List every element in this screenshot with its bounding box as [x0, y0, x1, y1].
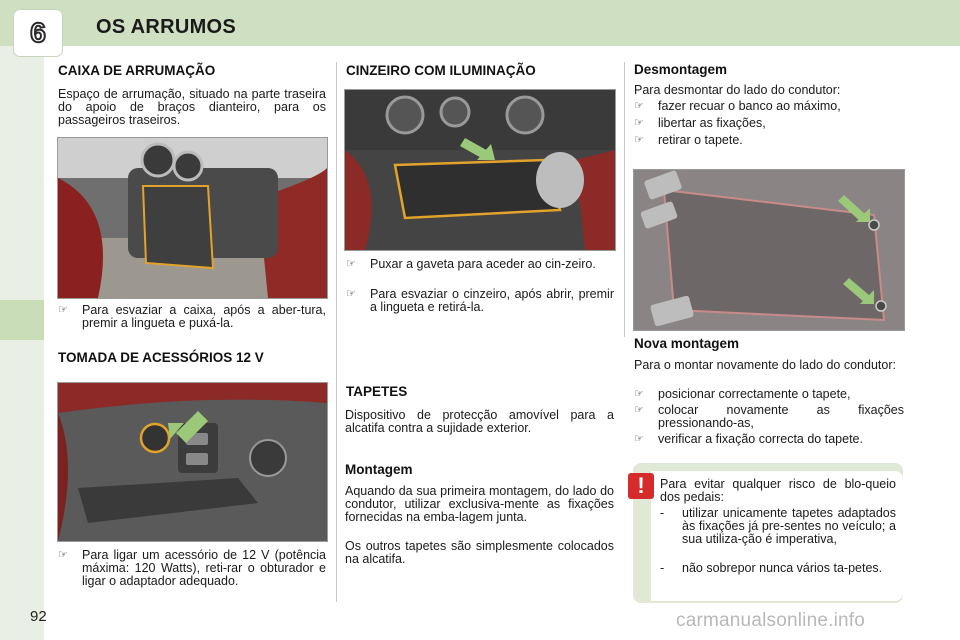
bullet-text: libertar as fixações, — [658, 116, 766, 130]
storage-box-bullet — [58, 304, 326, 330]
warning-item-2 — [660, 562, 896, 575]
removal-intro: Para desmontar do lado do condutor: — [634, 83, 841, 97]
refitting-intro: Para o montar novamente do lado do condutor: — [634, 358, 896, 372]
bullet-text: verificar a fixação correcta do tapete. — [658, 432, 863, 446]
page-number: 92 — [30, 608, 47, 625]
bullet-text: Para esvaziar o cinzeiro, após abrir, premir a lingueta e retirá-la. — [370, 287, 614, 314]
warning-intro: Para evitar qualquer risco de blo-queio dos pedais: — [660, 477, 896, 504]
section-title-storage-box: CAIXA DE ARRUMAÇÃO — [58, 63, 216, 78]
pointing-hand-icon: ☞ — [346, 258, 356, 270]
column-divider-2 — [624, 62, 625, 337]
storage-box-photo — [57, 137, 328, 299]
column-divider-1 — [336, 62, 337, 602]
section-title-accessory-socket: TOMADA DE ACESSÓRIOS 12 V — [58, 350, 264, 365]
chapter-side-tab — [0, 300, 44, 340]
left-margin-strip — [0, 46, 44, 640]
accessory-socket-photo — [57, 382, 328, 542]
pointing-hand-icon: ☞ — [58, 549, 68, 561]
dash-marker: - — [660, 561, 665, 575]
subsection-title-refitting: Nova montagem — [634, 336, 740, 351]
exclamation-icon: ! — [628, 473, 654, 499]
refitting-bullet-3 — [634, 433, 904, 446]
pointing-hand-icon: ☞ — [634, 117, 644, 129]
watermark: carmanualsonline.info — [676, 610, 866, 631]
pointing-hand-icon: ☞ — [634, 134, 644, 146]
ashtray-bullet-2 — [346, 288, 614, 314]
pointing-hand-icon: ☞ — [346, 288, 356, 300]
chapter-number: 6 — [30, 17, 46, 48]
fitting-text-2: Os outros tapetes são simplesmente colocados na alcatifa. — [345, 539, 614, 566]
accessory-socket-bullet — [58, 549, 326, 588]
bullet-text: Para esvaziar a caixa, após a aber-tura, premir a lingueta e puxá-la. — [82, 303, 326, 330]
warning-item-text: não sobrepor nunca vários ta-petes. — [682, 561, 883, 575]
pointing-hand-icon: ☞ — [634, 404, 644, 416]
warning-item-text: utilizar unicamente tapetes adaptados às fixações já pre-sentes no veículo; a sua utiliza-ção é imperativa, — [682, 506, 896, 546]
removal-bullet-1 — [634, 100, 904, 113]
section-title-ashtray: CINZEIRO COM ILUMINAÇÃO — [346, 63, 536, 78]
fitting-text-1: Aquando da sua primeira montagem, do lado do condutor, utilizar exclusiva-mente as fixações fornecidas na emba-lagem junta. — [345, 484, 614, 524]
bullet-text: fazer recuar o banco ao máximo, — [658, 99, 841, 113]
refitting-bullet-1 — [634, 388, 904, 401]
bullet-text: colocar novamente as fixações pressionando-as, — [658, 403, 904, 430]
storage-box-description: Espaço de arrumação, situado na parte traseira do apoio de braços dianteiro, para os passageiros traseiros. — [58, 87, 326, 127]
refitting-bullet-2 — [634, 404, 904, 430]
removal-bullet-3 — [634, 134, 904, 147]
floor-mat-photo — [633, 169, 905, 331]
subsection-title-fitting: Montagem — [345, 462, 413, 477]
subsection-title-removal: Desmontagem — [634, 62, 728, 77]
pointing-hand-icon: ☞ — [634, 100, 644, 112]
bullet-text: Para ligar um acessório de 12 V (potência máxima: 120 Watts), reti-rar o obturador e ligar o adaptador adequado. — [82, 548, 326, 588]
mats-description: Dispositivo de protecção amovível para a alcatifa contra a sujidade exterior. — [345, 408, 614, 435]
bullet-text: Puxar a gaveta para aceder ao cin-zeiro. — [370, 257, 596, 271]
ashtray-bullet-1 — [346, 258, 614, 271]
dash-marker: - — [660, 506, 665, 520]
warning-item-1 — [660, 507, 896, 546]
ashtray-photo — [344, 89, 616, 251]
removal-bullet-2 — [634, 117, 904, 130]
pointing-hand-icon: ☞ — [634, 388, 644, 400]
pointing-hand-icon: ☞ — [58, 304, 68, 316]
pointing-hand-icon: ☞ — [634, 433, 644, 445]
bullet-text: posicionar correctamente o tapete, — [658, 387, 851, 401]
section-title-mats: TAPETES — [346, 384, 408, 399]
page-title: OS ARRUMOS — [96, 16, 237, 38]
bullet-text: retirar o tapete. — [658, 133, 743, 147]
